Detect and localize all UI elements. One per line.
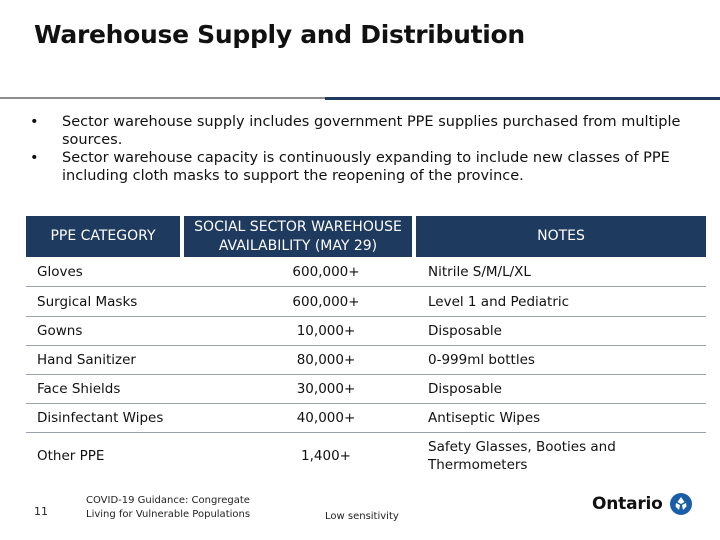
table-cell-category: Gloves: [37, 263, 83, 280]
table-cell-availability: 40,000+: [296, 409, 356, 426]
table-cell-notes: Nitrile S/M/L/XL: [428, 263, 531, 280]
bullet-marker: •: [30, 114, 39, 130]
table-cell-notes: Antiseptic Wipes: [428, 409, 541, 426]
table-header-ppe-category: PPE CATEGORY: [26, 216, 180, 257]
table-header-notes: NOTES: [416, 216, 706, 257]
bullet-item: [28, 149, 688, 185]
table-cell-category: Surgical Masks: [37, 293, 138, 310]
table-cell-availability: 600,000+: [292, 263, 360, 280]
table-row: [26, 345, 706, 374]
table-row: [26, 436, 706, 476]
table-cell-notes: Safety Glasses, Booties and Thermometers: [428, 439, 616, 473]
table-cell-availability: 80,000+: [296, 351, 356, 368]
table-cell-category: Other PPE: [37, 448, 105, 464]
sensitivity-label: Low sensitivity: [325, 511, 399, 522]
bullet-marker: •: [30, 150, 39, 166]
table-cell-category: Hand Sanitizer: [37, 351, 136, 368]
table-row: [26, 374, 706, 403]
table-cell-availability: 10,000+: [296, 322, 356, 339]
bullet-list: [28, 113, 688, 185]
bullet-text: Sector warehouse supply includes government PPE supplies purchased from multiple sources.: [62, 114, 681, 148]
table-row: [26, 403, 706, 432]
table-cell-category: Face Shields: [37, 380, 121, 397]
title-accent-divider: [325, 97, 720, 100]
table-cell-availability: 600,000+: [292, 293, 360, 310]
bullet-text: Sector warehouse capacity is continuously expanding to include new classes of PPE including cloth masks to support the reopening of the province.: [62, 150, 670, 184]
table-cell-category: Disinfectant Wipes: [37, 409, 164, 426]
table-cell-category: Gowns: [37, 322, 83, 339]
bullet-item: [28, 113, 688, 149]
document-title-line: Living for Vulnerable Populations: [86, 509, 251, 520]
table-cell-availability: 30,000+: [296, 380, 356, 397]
table-row: [26, 257, 706, 286]
document-title-line: COVID-19 Guidance: Congregate: [86, 495, 250, 506]
table-cell-notes: Disposable: [428, 322, 502, 339]
ontario-logo-text: Ontario: [592, 494, 663, 514]
page-number: 11: [34, 505, 48, 518]
table-cell-notes: Disposable: [428, 380, 502, 397]
ontario-trillium-logo-icon: [669, 492, 693, 516]
table-row: [26, 287, 706, 316]
table-row: [26, 316, 706, 345]
table-cell-notes: Level 1 and Pediatric: [428, 293, 570, 310]
ontario-logo: [592, 492, 693, 516]
page-title: Warehouse Supply and Distribution: [34, 20, 525, 49]
table-cell-notes: 0-999ml bottles: [428, 351, 535, 368]
table-cell-availability: 1,400+: [301, 448, 351, 464]
table-header-availability: SOCIAL SECTOR WAREHOUSE AVAILABILITY (MAY 29): [184, 216, 412, 257]
row-divider: [26, 432, 706, 433]
document-title: [86, 494, 250, 522]
